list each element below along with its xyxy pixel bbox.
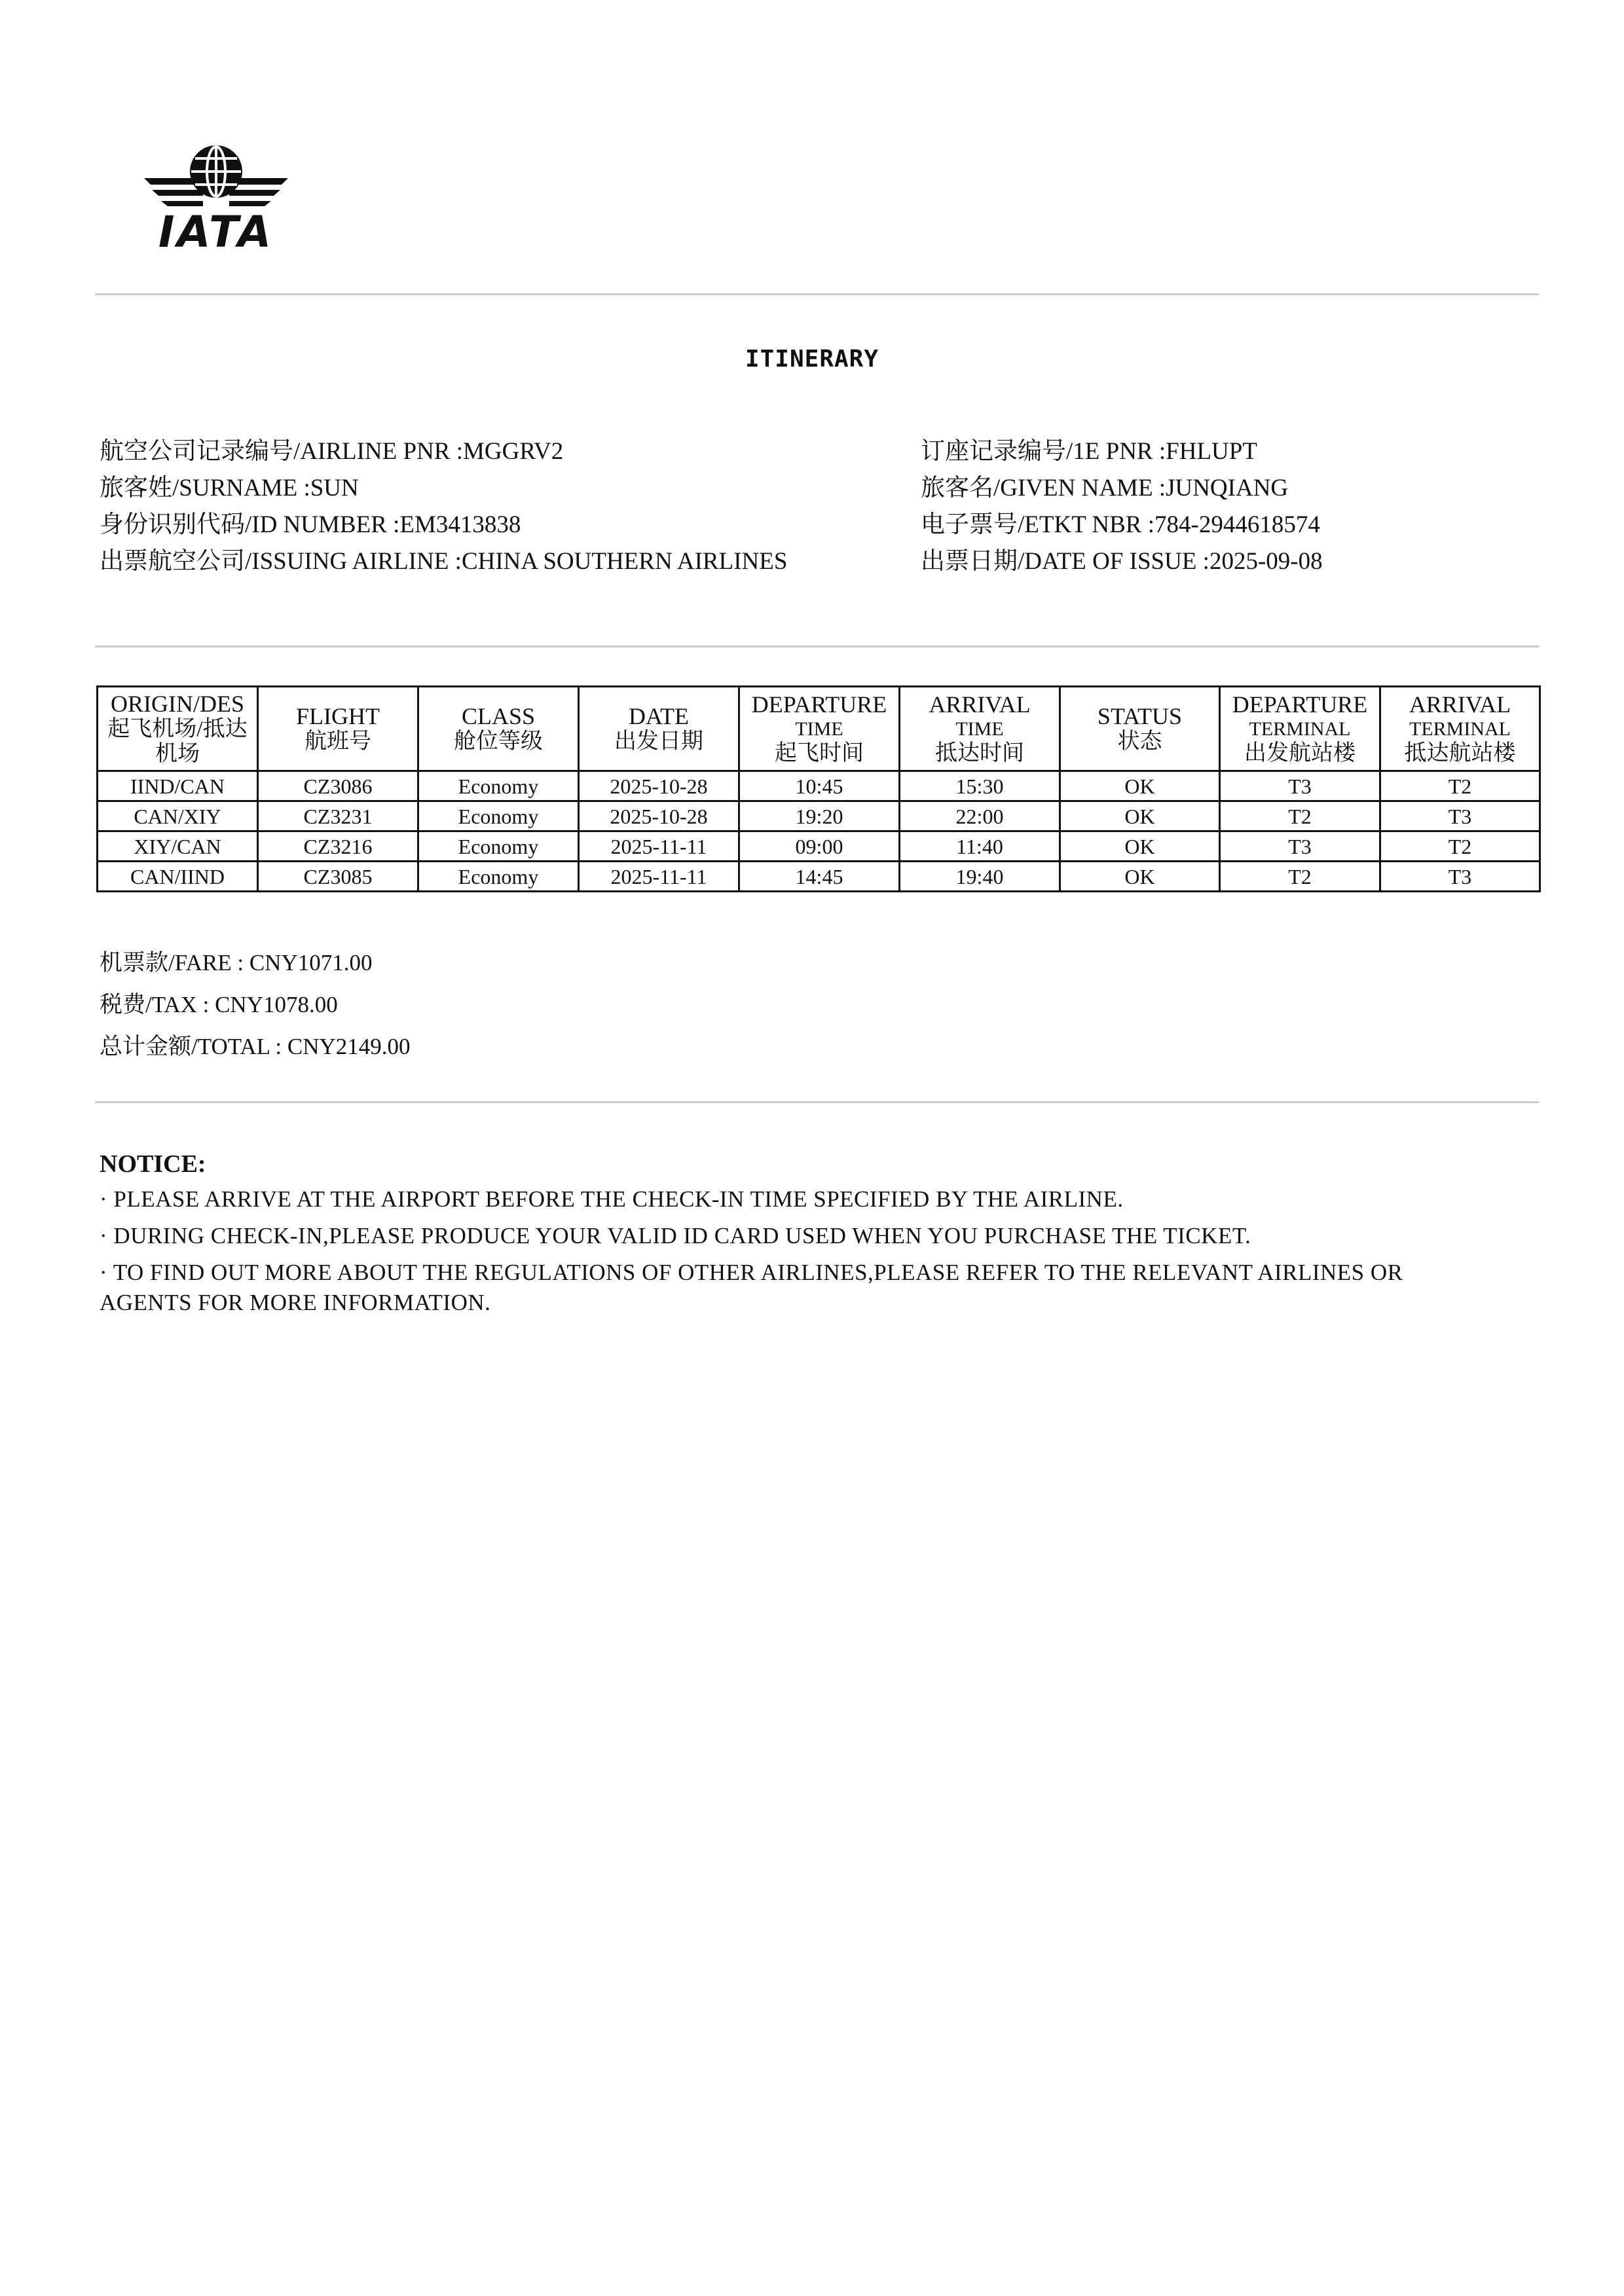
surname xyxy=(100,474,359,503)
notice-line: · DURING CHECK-IN,PLEASE PRODUCE YOUR VALID ID CARD USED WHEN YOU PURCHASE THE TICKET. xyxy=(100,1223,1251,1248)
cell-arrival-time: 22:00 xyxy=(900,801,1060,831)
table-row xyxy=(98,801,1540,831)
cell-arrival-terminal: T3 xyxy=(1380,862,1540,892)
cell-date: 2025-10-28 xyxy=(579,801,739,831)
cell-origin-des: CAN/XIY xyxy=(98,801,258,831)
date-of-issue xyxy=(921,547,1323,576)
1e-pnr xyxy=(921,437,1257,466)
etkt-number-label: 电子票号/ETKT NBR : xyxy=(921,511,1154,538)
total-label: 总计金额/TOTAL : xyxy=(100,1034,287,1059)
cell-flight: CZ3086 xyxy=(258,771,418,801)
col-header-arrival-time: ARRIVAL TIME 抵达时间 xyxy=(900,687,1060,771)
divider xyxy=(95,1101,1539,1103)
total-line xyxy=(100,1029,411,1061)
id-number-value: EM3413838 xyxy=(399,511,521,538)
page-title: ITINERARY xyxy=(745,346,879,373)
globe-wings-icon xyxy=(138,137,295,213)
col-header-arrival-terminal: ARRIVAL TERMINAL 抵达航站楼 xyxy=(1380,687,1540,771)
surname-value: SUN xyxy=(310,475,359,501)
table-header-row xyxy=(98,687,1540,771)
etkt-number-value: 784-2944618574 xyxy=(1154,511,1320,538)
cell-departure-terminal: T3 xyxy=(1220,771,1380,801)
cell-status: OK xyxy=(1060,801,1220,831)
cell-departure-time: 10:45 xyxy=(739,771,900,801)
cell-arrival-terminal: T2 xyxy=(1380,831,1540,862)
id-number xyxy=(100,511,521,539)
iata-logo xyxy=(138,137,295,255)
notice-line: AGENTS FOR MORE INFORMATION. xyxy=(100,1290,491,1315)
cell-date: 2025-11-11 xyxy=(579,862,739,892)
airline-pnr-label: 航空公司记录编号/AIRLINE PNR : xyxy=(100,438,463,465)
total-value: CNY2149.00 xyxy=(287,1034,411,1059)
cell-origin-des: IIND/CAN xyxy=(98,771,258,801)
cell-departure-time: 09:00 xyxy=(739,831,900,862)
airline-pnr xyxy=(100,437,563,466)
cell-class: Economy xyxy=(418,771,579,801)
col-header-date: DATE 出发日期 xyxy=(579,687,739,771)
cell-arrival-terminal: T3 xyxy=(1380,801,1540,831)
date-of-issue-value: 2025-09-08 xyxy=(1209,548,1323,575)
col-header-origin-des: ORIGIN/DES 起飞机场/抵达机场 xyxy=(98,687,258,771)
col-header-departure-time: DEPARTURE TIME 起飞时间 xyxy=(739,687,900,771)
issuing-airline-value: CHINA SOUTHERN AIRLINES xyxy=(461,548,788,575)
cell-class: Economy xyxy=(418,801,579,831)
cell-date: 2025-10-28 xyxy=(579,771,739,801)
fare-line xyxy=(100,945,372,977)
cell-origin-des: XIY/CAN xyxy=(98,831,258,862)
cell-departure-terminal: T2 xyxy=(1220,862,1380,892)
cell-class: Economy xyxy=(418,831,579,862)
cell-departure-terminal: T3 xyxy=(1220,831,1380,862)
airline-pnr-value: MGGRV2 xyxy=(463,438,564,465)
notice-line: · TO FIND OUT MORE ABOUT THE REGULATIONS OF OTHER AIRLINES,PLEASE REFER TO THE RELEVANT AIRLINES OR xyxy=(100,1260,1403,1285)
date-of-issue-label: 出票日期/DATE OF ISSUE : xyxy=(921,548,1209,575)
1e-pnr-label: 订座记录编号/1E PNR : xyxy=(921,438,1166,465)
divider xyxy=(95,646,1539,647)
cell-flight: CZ3231 xyxy=(258,801,418,831)
cell-departure-time: 14:45 xyxy=(739,862,900,892)
col-header-status: STATUS 状态 xyxy=(1060,687,1220,771)
surname-label: 旅客姓/SURNAME : xyxy=(100,475,310,501)
fare-label: 机票款/FARE : xyxy=(100,950,249,975)
cell-arrival-time: 11:40 xyxy=(900,831,1060,862)
col-header-departure-terminal: DEPARTURE TERMINAL 出发航站楼 xyxy=(1220,687,1380,771)
etkt-number xyxy=(921,511,1320,539)
table-row xyxy=(98,831,1540,862)
cell-status: OK xyxy=(1060,831,1220,862)
cell-status: OK xyxy=(1060,862,1220,892)
tax-value: CNY1078.00 xyxy=(215,992,338,1017)
cell-arrival-time: 15:30 xyxy=(900,771,1060,801)
fare-value: CNY1071.00 xyxy=(249,950,373,975)
notice-line: · PLEASE ARRIVE AT THE AIRPORT BEFORE THE CHECK-IN TIME SPECIFIED BY THE AIRLINE. xyxy=(100,1186,1124,1212)
cell-departure-terminal: T2 xyxy=(1220,801,1380,831)
notice-title: NOTICE: xyxy=(100,1150,206,1178)
tax-label: 税费/TAX : xyxy=(100,992,215,1017)
cell-arrival-terminal: T2 xyxy=(1380,771,1540,801)
id-number-label: 身份识别代码/ID NUMBER : xyxy=(100,511,400,538)
cell-date: 2025-11-11 xyxy=(579,831,739,862)
cell-arrival-time: 19:40 xyxy=(900,862,1060,892)
1e-pnr-value: FHLUPT xyxy=(1166,438,1257,465)
given-name-label: 旅客名/GIVEN NAME : xyxy=(921,475,1166,501)
issuing-airline-label: 出票航空公司/ISSUING AIRLINE : xyxy=(100,548,462,575)
cell-origin-des: CAN/IIND xyxy=(98,862,258,892)
table-row xyxy=(98,862,1540,892)
divider xyxy=(95,293,1539,295)
cell-class: Economy xyxy=(418,862,579,892)
given-name xyxy=(921,474,1288,503)
issuing-airline xyxy=(100,547,787,576)
flight-table xyxy=(96,685,1541,892)
cell-status: OK xyxy=(1060,771,1220,801)
cell-flight: CZ3216 xyxy=(258,831,418,862)
cell-departure-time: 19:20 xyxy=(739,801,900,831)
table-row xyxy=(98,771,1540,801)
tax-line xyxy=(100,987,338,1019)
col-header-class: CLASS 舱位等级 xyxy=(418,687,579,771)
col-header-flight: FLIGHT 航班号 xyxy=(258,687,418,771)
given-name-value: JUNQIANG xyxy=(1166,475,1289,501)
logo-wordmark: IATA xyxy=(158,207,274,257)
cell-flight: CZ3085 xyxy=(258,862,418,892)
